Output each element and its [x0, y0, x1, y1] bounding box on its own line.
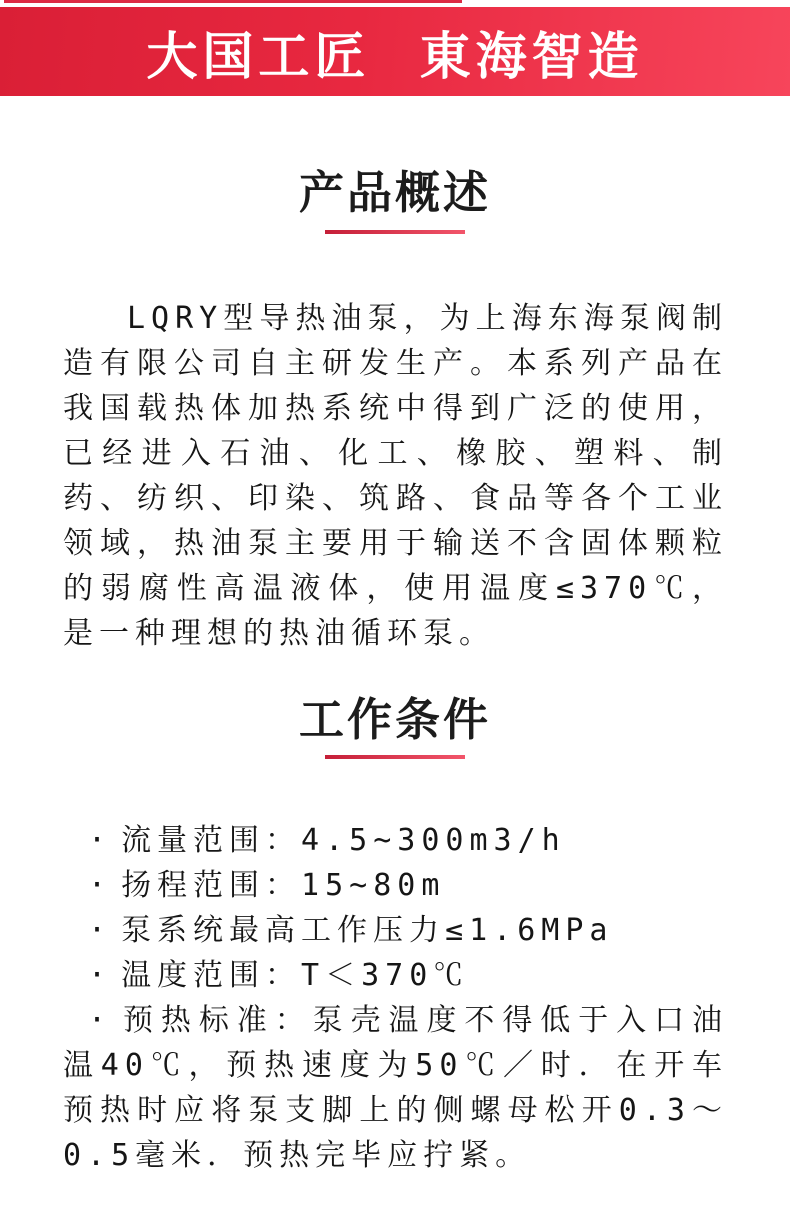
- section-title-product-overview: 产品概述: [298, 167, 491, 218]
- bullet-dot: ·: [88, 1003, 113, 1038]
- list-item-text: 温度范围：T＜370℃: [121, 958, 470, 993]
- brand-banner-title: 大国工匠 東海智造: [146, 27, 644, 85]
- list-item: [63, 818, 728, 863]
- list-item-text: 预热标准：泵壳温度不得低于入口油温40℃，预热速度为50℃／时．在开车预热时应将泵支脚上的侧螺母松开0.3～0.5毫米．预热完毕应拧紧。: [63, 1003, 728, 1173]
- bullet-dot: ·: [88, 868, 113, 903]
- top-red-strip: [4, 0, 462, 3]
- bullet-dot: ·: [88, 913, 113, 948]
- section-title-working-conditions: 工作条件: [298, 694, 491, 745]
- list-item: [63, 908, 728, 953]
- product-overview-paragraph: LQRY型导热油泵，为上海东海泵阀制造有限公司自主研发生产。本系列产品在我国载热体加热系统中得到广泛的使用，已经进入石油、化工、橡胶、塑料、制药、纺织、印染、筑路、食品等各个工业领域，热油泵主要用于输送不含固体颗粒的弱腐性高温液体，使用温度≤370℃，是一种理想的热油循环泵。: [63, 301, 728, 651]
- brand-banner: [0, 7, 790, 96]
- bullet-dot: ·: [88, 823, 113, 858]
- overview-title-underline: [325, 230, 465, 234]
- working-conditions-list: [63, 818, 728, 1178]
- list-item: [63, 998, 728, 1178]
- working-conditions-title-underline: [325, 755, 465, 759]
- list-item-text: 扬程范围：15~80m: [121, 868, 446, 903]
- list-item-text: 流量范围：4.5~300m3/h: [121, 823, 566, 858]
- list-item: [63, 863, 728, 908]
- bullet-dot: ·: [88, 958, 113, 993]
- list-item: [63, 953, 728, 998]
- list-item-text: 泵系统最高工作压力≤1.6MPa: [121, 913, 614, 948]
